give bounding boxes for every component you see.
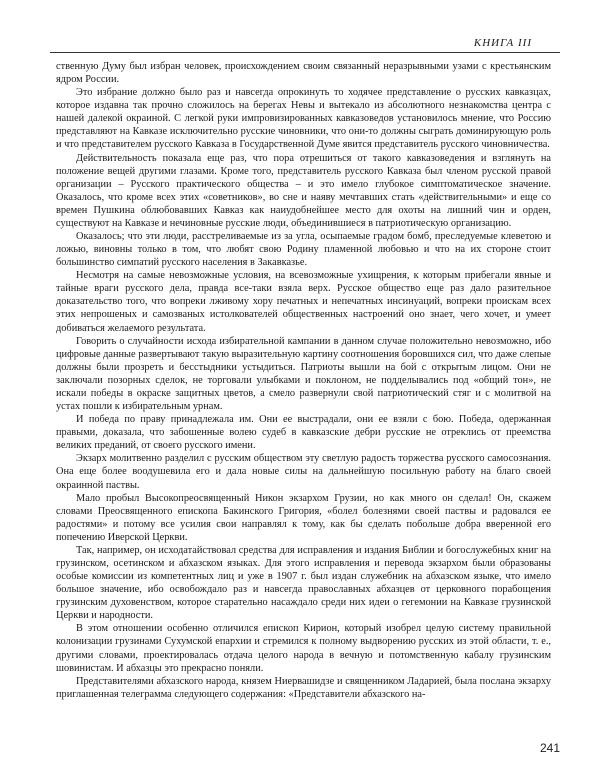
- running-head: КНИГА III: [473, 37, 532, 49]
- header-rule: [50, 52, 560, 53]
- paragraph: Это избрание должно было раз и навсегда опрокинуть то ходячее представление о русских кавказцах, которое издавна так прочно сложилось на берегах Невы и вытекало из абсолютного незнакомства центра с нашей далекой окраиной. С легкой руки импровизированных кавказоведов установилось мнение, что Россию представляют на Кавказе исключительно русские чиновники, что они-то должны сыграть доминирующую роль и что представителем русского Кавказа в Государственной Думе явится представитель русского чиновничества.: [56, 87, 551, 151]
- paragraph: Так, например, он исходатайствовал средства для исправления и издания Библии и богослужебных книг на грузинском, осетинском и абхазском языках. Для этого исправления и перевода экзархом были образованы особые комиссии из компетентных лиц и уже в 1907 г. был издан служебник на абхазском языке, что имело большое значение, ибо освобождало раз и навсегда православных абхазцев от церковного порабощения грузинским духовенством, которое старательно насаждало среди них идеи о гегемонии на Кавказе грузинской Церкви и народности.: [56, 544, 551, 622]
- paragraph: Мало пробыл Высокопреосвященный Никон экзархом Грузии, но как много он сделал! Он, скажем словами Преосвященного епископа Бакинского Григория, «болел болезнями своей паствы и радовался ее радостями» и потому все усилия свои направлял к тому, как бы сделать побольше добра вверенной его попечению Иверской Церкви.: [56, 492, 551, 543]
- paragraph: Несмотря на самые невозможные условия, на всевозможные ухищрения, к которым прибегали явные и тайные враги русского дела, правда все-таки взяла верх. Русское общество еще раз дало разительное доказательство того, что вопреки лживому хору печатных и непечатных инсинуаций, вопреки проискам всех этих непрошеных и самозваных истолкователей общественных настроений оно знает, чего хочет, и умеет добиваться желаемого результата.: [56, 270, 551, 334]
- paragraph: Представителями абхазского народа, князем Ниервашидзе и священником Ладарией, была послана экзарху приглашенная телеграмма следующего содержания: «Представители абхазского на-: [56, 675, 551, 700]
- paragraph: Экзарх молитвенно разделил с русским обществом эту светлую радость торжества русского самосознания. Она еще более воодушевила его и дала новые силы на дальнейшую посильную работу на благо своей окраинной паствы.: [56, 453, 551, 491]
- paragraph: ственную Думу был избран человек, происхождением своим связанный неразрывными узами с крестьянским ядром России.: [56, 61, 551, 86]
- paragraph: Действительность показала еще раз, что пора отрешиться от такого кавказоведения и взглянуть на положение вещей другими глазами. Кроме того, представитель русского Кавказа был членом русской правой организации – Русского практического общества – и это имело глубокое симптоматическое значение. Оказалось, что кроме всех этих «советников», во сне и наяву мечтавших стать «действительными» и еще со времен Пушкина облюбовавших Кавказ как наиудобнейшее место для охоты на лишний чин и орден, существуют на Кавказе и нечиновные русские люди, объединившиеся в патриотическую организацию.: [56, 152, 551, 229]
- paragraph: Говорить о случайности исхода избирательной кампании в данном случае положительно невозможно, ибо цифровые данные развертывают такую выразительную картину соотношения боровшихся сил, что даже слепые должны были прозреть и бесстыдники устыдиться. Патриоты вышли на бой с открытым лицом. Они не заключали позорных сделок, не торговали улыбками и поклоном, не подделывались под «общий тон», не искали победы в окраске защитных цветов, а смело развернули свой патриотический стяг и с молитвой на устах пошли к избирательным урнам.: [56, 335, 551, 413]
- body-text: [56, 60, 551, 701]
- paragraph: В этом отношении особенно отличился епископ Кирион, который изобрел целую систему правильной колонизации грузинами Сухумской епархии и стремился к полному выдворению русских из этой области, т. е., другими словами, проектировалась отдача целого народа в вечную и потомственную кабалу грузинским шовинистам. И абхазцы это прекрасно поняли.: [56, 623, 551, 674]
- paragraph: Оказалось; что эти люди, расстреливаемые из за угла, осыпаемые градом бомб, преследуемые клеветою и ложью, виновны только в том, что любят свою Родину пламенной любовью и что на их стороне стоит большинство симпатий русского населения в Закавказье.: [56, 231, 551, 269]
- paragraph: И победа по праву принадлежала им. Они ее выстрадали, они ее взяли с бою. Победа, одержанная правыми, доказала, что забошенные волею судеб в кавказские дебри русские не отреклись от преемства великих преданий, от своего русского имени.: [56, 414, 551, 452]
- page-number: 241: [539, 741, 560, 755]
